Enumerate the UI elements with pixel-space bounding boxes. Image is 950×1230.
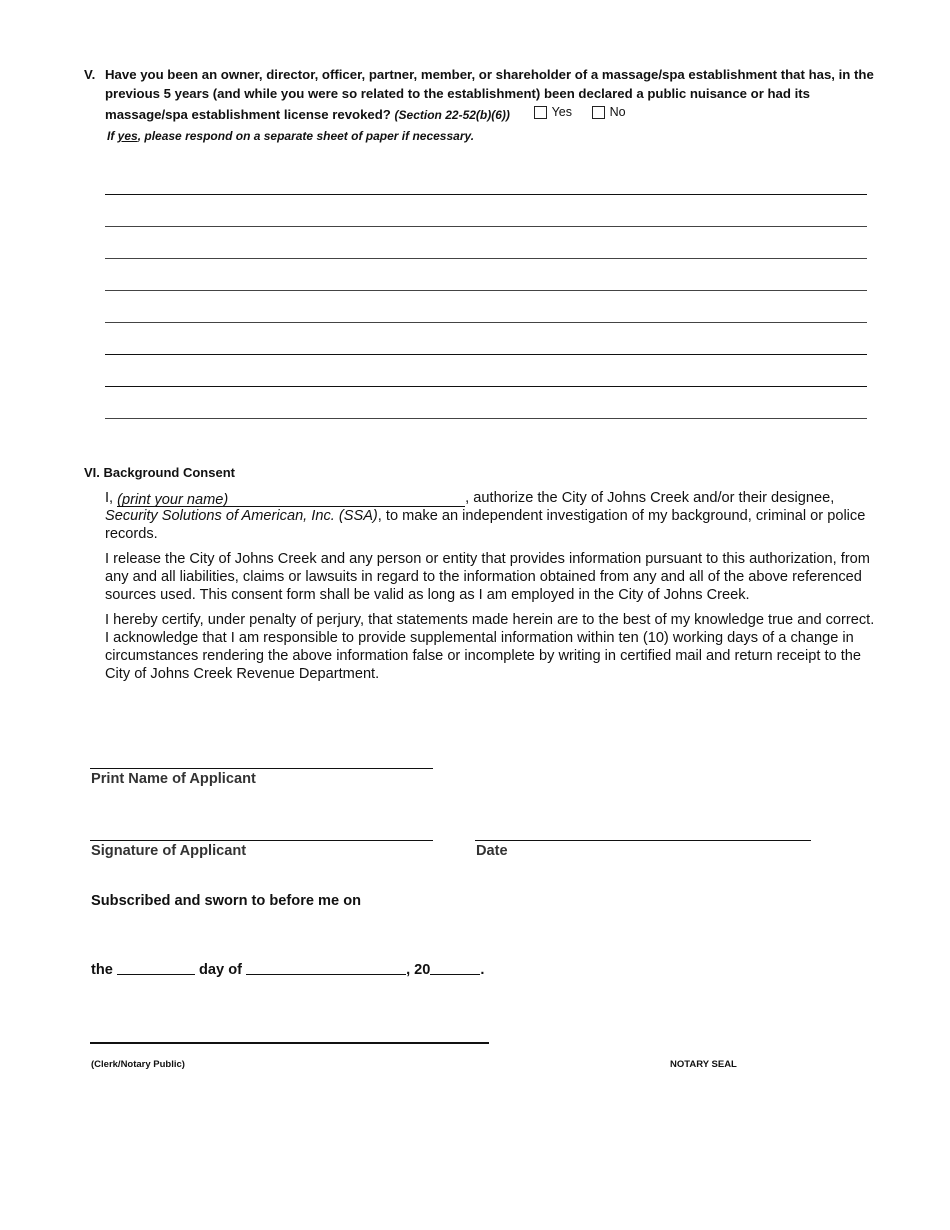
notary-label: (Clerk/Notary Public) <box>91 1059 185 1070</box>
signature-label: Signature of Applicant <box>91 843 247 859</box>
signature-line[interactable] <box>90 840 433 841</box>
if-yes-word: yes <box>117 129 138 143</box>
no-checkbox[interactable] <box>592 106 605 119</box>
period: . <box>480 962 485 978</box>
response-line[interactable] <box>105 226 867 227</box>
response-line[interactable] <box>105 386 867 387</box>
yes-label: Yes <box>551 105 572 119</box>
section-reference: (Section 22-52(b)(6)) <box>394 107 510 122</box>
no-label: No <box>609 105 626 119</box>
question-text: Have you been an owner, director, officer, partner, member, or shareholder of a massage/spa establishment that has, in the previous 5 years (and while you were so related to the establishment) been declared a public nuisance or had its massage/spa establishment license revoked? <box>105 67 874 122</box>
consent-paragraph-3: I hereby certify, under penalty of perjury, that statements made herein are to the best of my knowledge true and correct. I acknowledge that I am responsible to provide supplemental information within ten (10) working days of a change in circumstances rendering the above information false or incomplete by writing in certified mail and return receipt to the City of Johns Creek Revenue Department. <box>105 612 875 682</box>
company-name: Security Solutions of American, Inc. (SSA) <box>105 508 378 524</box>
sworn-label: Subscribed and sworn to before me on <box>91 893 362 909</box>
year-blank[interactable] <box>430 960 480 975</box>
response-line[interactable] <box>105 322 867 323</box>
print-name-field[interactable] <box>117 491 465 507</box>
print-name-label: Print Name of Applicant <box>91 771 256 787</box>
notary-signature-line[interactable] <box>90 1042 489 1044</box>
p1-end: , to make an independent investigation of my background, criminal or police records. <box>105 508 866 542</box>
question-number: V. <box>84 67 96 82</box>
year-prefix: , 20 <box>406 962 431 978</box>
consent-paragraph-1 <box>105 489 880 543</box>
consent-paragraph-2: I release the City of Johns Creek and any person or entity that provides information pursuant to this authorization, from any and all liabilities, claims or lawsuits in regard to the information obtained from any and all of the above referenced sources used. This consent form shall be valid as long as I am employed in the City of Johns Creek. <box>105 551 870 603</box>
if-yes-prefix: If <box>107 129 118 143</box>
sworn-date-line <box>91 960 484 978</box>
if-yes-suffix: , please respond on a separate sheet of paper if necessary. <box>137 129 475 143</box>
question-v <box>84 66 874 124</box>
no-option[interactable] <box>592 103 626 122</box>
day-of-text: day of <box>199 962 242 978</box>
date-line[interactable] <box>475 840 811 841</box>
month-blank[interactable] <box>246 960 406 975</box>
yes-checkbox[interactable] <box>534 106 547 119</box>
response-line[interactable] <box>105 354 867 355</box>
yes-option[interactable] <box>534 103 572 122</box>
if-yes-instruction <box>107 129 474 143</box>
the-text: the <box>91 962 113 978</box>
response-line[interactable] <box>105 258 867 259</box>
print-name-line[interactable] <box>90 768 433 769</box>
p1-mid: , authorize the City of Johns Creek and/or their designee, <box>465 490 835 506</box>
response-line[interactable] <box>105 194 867 195</box>
response-line[interactable] <box>105 418 867 419</box>
consent-text <box>105 489 880 690</box>
notary-seal-label: NOTARY SEAL <box>670 1059 737 1070</box>
response-line[interactable] <box>105 290 867 291</box>
p1-start: I, <box>105 490 118 506</box>
section-heading: VI. Background Consent <box>84 465 235 480</box>
day-blank[interactable] <box>117 960 195 975</box>
print-name-hint: (print your name) <box>117 492 229 508</box>
date-label: Date <box>476 843 508 859</box>
